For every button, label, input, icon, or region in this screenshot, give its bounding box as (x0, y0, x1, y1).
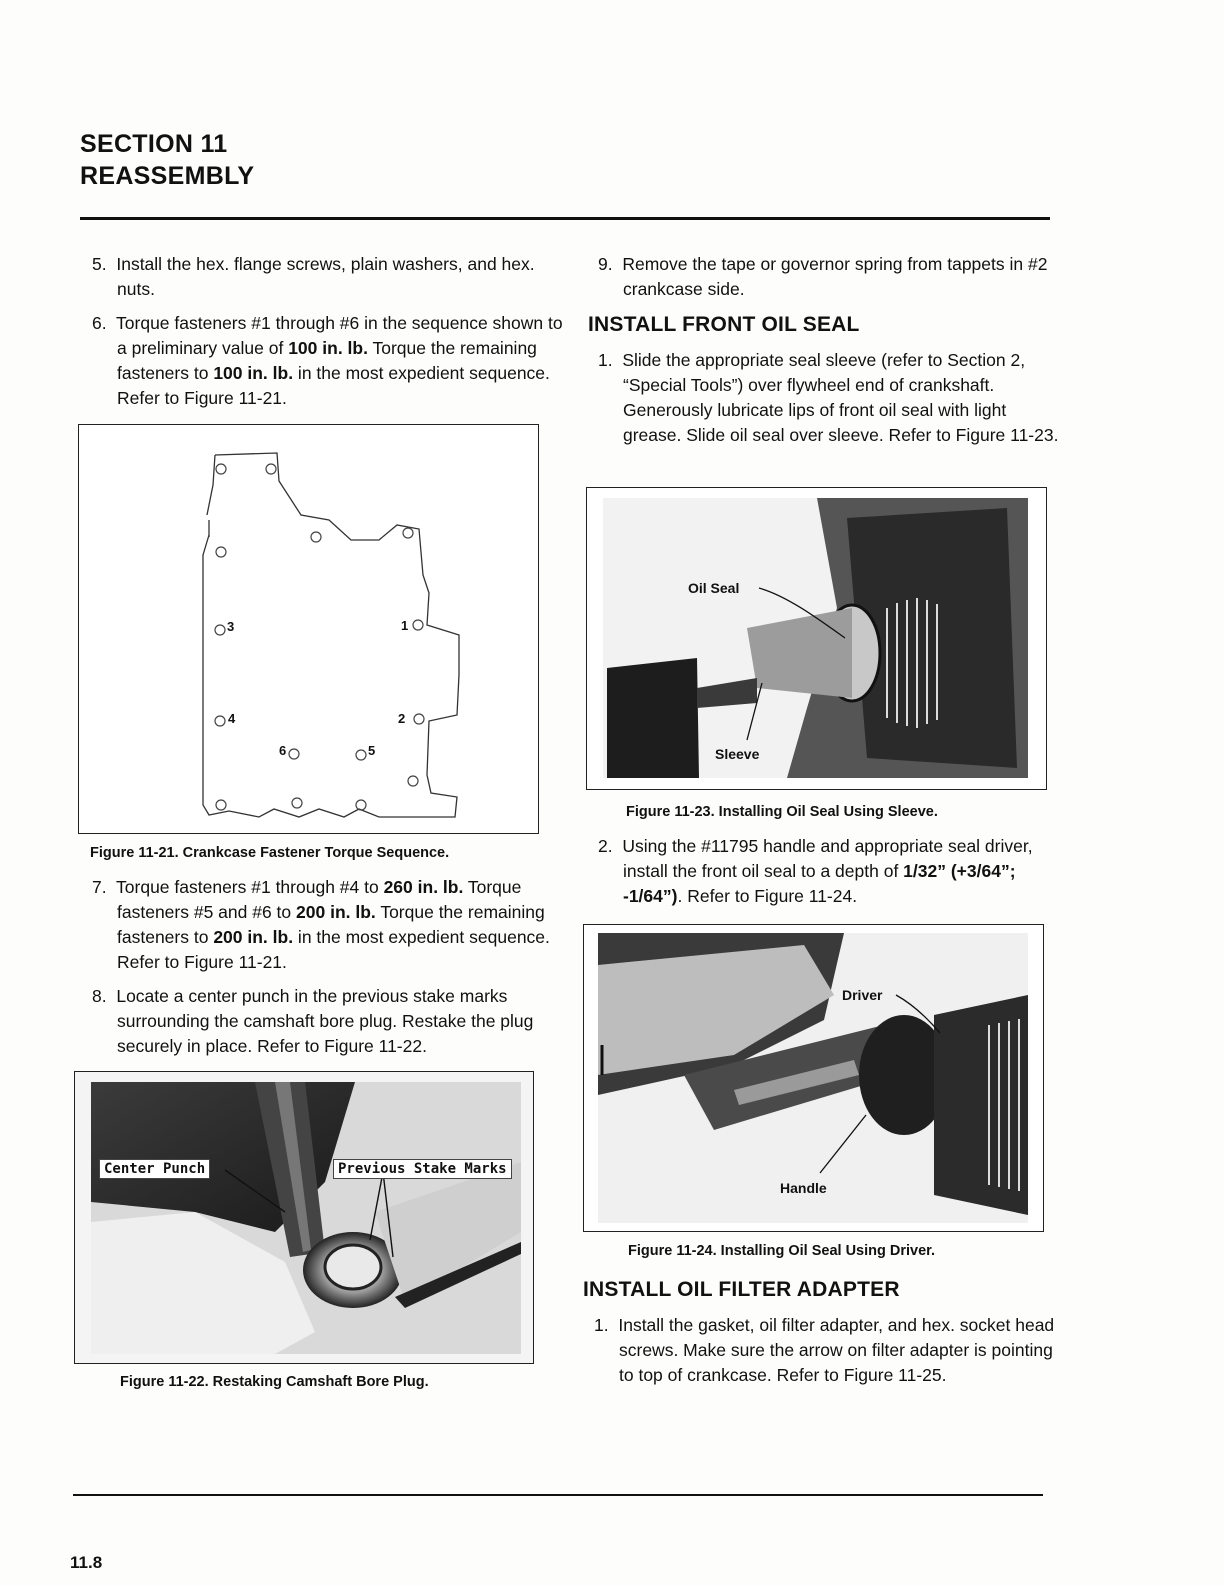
label-5: 5 (368, 743, 376, 758)
step-8: 8. Locate a center punch in the previous stake marks surrounding the camshaft bore plug. Restake the plug securely in place. Refer to Figure 11-22. (92, 986, 534, 1056)
fastener-hole (292, 798, 302, 808)
step-9: 9. Remove the tape or governor spring from tappets in #2 crankcase side. (598, 254, 1048, 299)
step-7: 7. Torque fasteners #1 through #4 to 260 in. lb. Torque fasteners #5 and #6 to 200 in. lb. Torque the remaining fasteners to 200 in. lb. in the most expedient sequence. Refer to Figure 11-21. (92, 877, 550, 972)
figure-11-23 (586, 487, 1047, 790)
figure-11-24 (583, 924, 1044, 1232)
figure-11-21 (78, 424, 539, 834)
fastener-hole (216, 464, 226, 474)
header-rule (80, 217, 1050, 220)
heading-install-oil-filter-adapter: INSTALL OIL FILTER ADAPTER (583, 1278, 900, 1301)
figure-11-24-caption: Figure 11-24. Installing Oil Seal Using Driver. (628, 1243, 936, 1259)
fastener-hole (356, 800, 366, 810)
label-center-punch: Center Punch (99, 1159, 210, 1179)
label-1: 1 (401, 618, 409, 633)
label-previous-stake-marks: Previous Stake Marks (333, 1159, 512, 1179)
footer-rule (73, 1494, 1043, 1496)
section-name: REASSEMBLY (80, 162, 255, 190)
label-driver: Driver (842, 987, 883, 1003)
fastener-hole (216, 547, 226, 557)
label-4: 4 (228, 711, 236, 726)
fastener-hole (408, 776, 418, 786)
section-number: SECTION 11 (80, 130, 228, 158)
figure-11-22 (74, 1071, 534, 1364)
fastener-hole (403, 528, 413, 538)
fastener-hole-2 (414, 714, 424, 724)
fastener-hole-1 (413, 620, 423, 630)
section-title (80, 128, 254, 192)
front-seal-step-2: 2. Using the #11795 handle and appropriate seal driver, install the front oil seal to a depth of 1/32” (+3/64”; -1/64”). Refer to Figure 11-24. (598, 836, 1033, 906)
label-sleeve: Sleeve (715, 746, 760, 762)
figure-11-21-caption: Figure 11-21. Crankcase Fastener Torque Sequence. (90, 845, 450, 861)
heading-install-front-oil-seal: INSTALL FRONT OIL SEAL (588, 313, 860, 336)
fastener-hole-4 (215, 716, 225, 726)
fastener-hole (216, 800, 226, 810)
label-6: 6 (279, 743, 287, 758)
figure-11-22-caption: Figure 11-22. Restaking Camshaft Bore Plug. (120, 1374, 429, 1390)
oil-seal-sleeve-photo (587, 488, 1045, 788)
oil-filter-step-1: 1. Install the gasket, oil filter adapter, and hex. socket head screws. Make sure the arrow on filter adapter is pointing to top of crankcase. Refer to Figure 11-25. (594, 1315, 1055, 1385)
crankcase-diagram (79, 425, 537, 832)
fastener-hole (311, 532, 321, 542)
label-oil-seal: Oil Seal (688, 580, 740, 596)
figure-11-23-caption: Figure 11-23. Installing Oil Seal Using Sleeve. (626, 804, 938, 820)
restaking-photo (75, 1072, 533, 1362)
step-5: 5. Install the hex. flange screws, plain washers, and hex. nuts. (92, 254, 535, 299)
label-handle: Handle (780, 1180, 827, 1196)
fastener-hole-6 (289, 749, 299, 759)
label-2: 2 (398, 711, 406, 726)
front-seal-step-1: 1. Slide the appropriate seal sleeve (refer to Section 2, “Special Tools”) over flywheel end of crankshaft. Generously lubricate lips of front oil seal with light grease. Slide oil seal over sleeve. Refer to Figure 11-23. (598, 350, 1059, 445)
step-6: 6. Torque fasteners #1 through #6 in the sequence shown to a preliminary value of 100 in. lb. Torque the remaining fasteners to 100 in. lb. in the most expedient sequence. Refer to Figure 11-21. (92, 313, 563, 408)
fastener-hole-5 (356, 750, 366, 760)
fastener-hole-3 (215, 625, 225, 635)
page-number: 11.8 (70, 1553, 103, 1572)
fastener-hole (266, 464, 276, 474)
label-3: 3 (227, 619, 235, 634)
